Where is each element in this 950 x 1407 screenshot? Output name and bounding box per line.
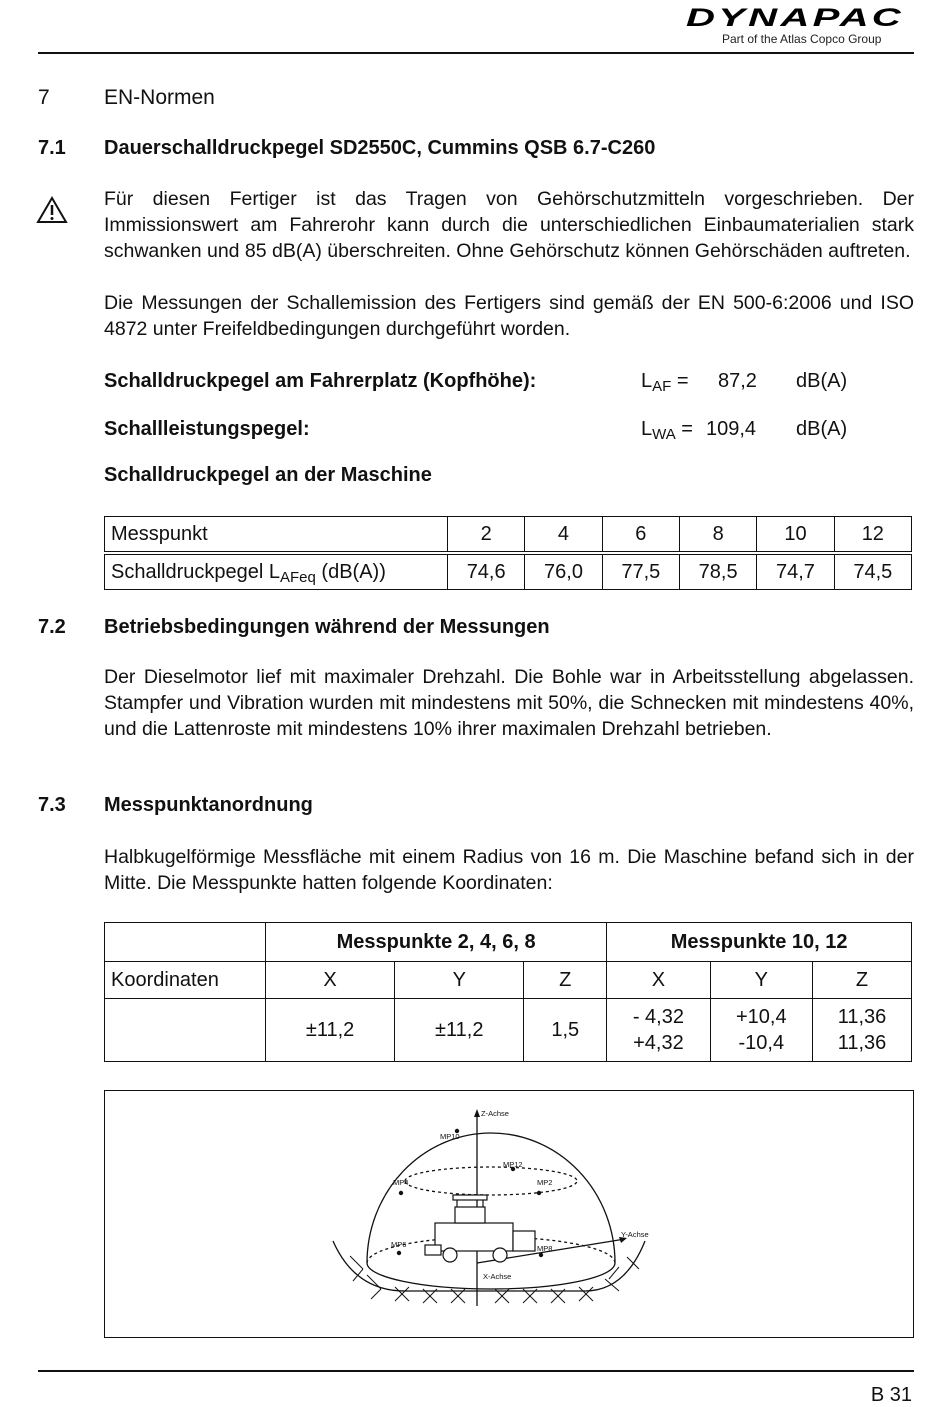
measuring-points-paragraph: Halbkugelförmige Messfläche mit einem Radius von 16 m. Die Maschine befand sich in der Mitte. Die Messpunkte hatten folgende Koordinaten: bbox=[104, 846, 914, 894]
table-row bbox=[105, 517, 912, 554]
subsection-number: 7.1 bbox=[38, 137, 66, 159]
hemisphere-figure bbox=[104, 1090, 914, 1338]
mp12-label: MP12 bbox=[503, 1160, 523, 1169]
lpa-unit: dB(A) bbox=[796, 370, 848, 392]
table-row bbox=[105, 923, 912, 962]
z-axis-label: Z-Achse bbox=[481, 1109, 509, 1118]
lpa-symbol: $L_{AF}$ = bbox=[641, 370, 689, 395]
table-cell: X bbox=[607, 962, 710, 999]
table-cell: Y bbox=[395, 962, 524, 999]
table-cell: 1,5 bbox=[524, 999, 607, 1062]
lpa-value: 87,2 bbox=[718, 370, 757, 392]
table-cell bbox=[105, 999, 266, 1062]
table-cell: Schalldruckpegel $L_{AFeq}$ (dB(A)) bbox=[105, 553, 448, 590]
lpa-label: Schalldruckpegel am Fahrerplatz (Kopfhöhe): bbox=[104, 370, 537, 392]
lwa-value: 109,4 bbox=[706, 418, 757, 440]
subsection-number: 7.3 bbox=[38, 794, 66, 816]
table-row bbox=[105, 962, 912, 999]
lwa-unit: dB(A) bbox=[796, 418, 848, 440]
y-axis-label: Y-Achse bbox=[621, 1230, 649, 1239]
table-cell: Y bbox=[710, 962, 812, 999]
table-cell: Koordinaten bbox=[105, 962, 266, 999]
table-cell: 77,5 bbox=[602, 553, 679, 590]
table-cell: ±11,2 bbox=[395, 999, 524, 1062]
subsection-title: Messpunktanordnung bbox=[104, 794, 313, 816]
table-cell: 74,5 bbox=[834, 553, 911, 590]
table-row bbox=[105, 553, 912, 590]
mp6-label: MP6 bbox=[391, 1240, 407, 1249]
table-cell: 4 bbox=[525, 517, 602, 554]
table-cell: 78,5 bbox=[679, 553, 756, 590]
table-cell: Z bbox=[812, 962, 911, 999]
sound-pressure-table bbox=[104, 516, 912, 590]
section-title: EN-Normen bbox=[104, 86, 215, 109]
table-cell: Messpunkt bbox=[105, 517, 448, 554]
footer-rule bbox=[38, 1370, 914, 1372]
table-cell: Messpunkte 10, 12 bbox=[607, 923, 912, 962]
machine-label: Schalldruckpegel an der Maschine bbox=[104, 464, 432, 486]
page-number: B 31 bbox=[870, 1384, 912, 1406]
warning-paragraph: Für diesen Fertiger ist das Tragen von Gehörschutzmitteln vorgeschrieben. Der Immissionswert am Fahrerohr kann durch die unterschiedlichen Einbaumaterialien stark schwanken und 85 dB(A) überschreiten. Ohne Gehörschutz können Gehörschäden auftreten. bbox=[104, 188, 914, 262]
x-axis-label: X-Achse bbox=[483, 1272, 512, 1281]
logo-subtitle: Part of the Atlas Copco Group bbox=[722, 32, 882, 46]
table-cell: 74,7 bbox=[757, 553, 834, 590]
table-cell: ±11,2 bbox=[266, 999, 395, 1062]
coordinates-table bbox=[104, 922, 912, 1062]
table-cell: 12 bbox=[834, 517, 911, 554]
mp8-label: MP8 bbox=[537, 1244, 553, 1253]
subsection-title: Dauerschalldruckpegel SD2550C, Cummins QSB 6.7-C260 bbox=[104, 137, 656, 159]
mp4-label: MP4 bbox=[393, 1178, 409, 1187]
table-cell: 76,0 bbox=[525, 553, 602, 590]
table-cell: 10 bbox=[757, 517, 834, 554]
mp2-label: MP2 bbox=[537, 1178, 553, 1187]
lwa-label: Schallleistungspegel: bbox=[104, 418, 310, 440]
table-cell: Messpunkte 2, 4, 6, 8 bbox=[266, 923, 607, 962]
table-cell: 11,36 11,36 bbox=[812, 999, 911, 1062]
table-cell: X bbox=[266, 962, 395, 999]
section-number: 7 bbox=[38, 86, 50, 109]
table-cell: 8 bbox=[679, 517, 756, 554]
table-cell: 2 bbox=[448, 517, 525, 554]
measurement-paragraph: Die Messungen der Schallemission des Fertigers sind gemäß der EN 500-6:2006 und ISO 4872 unter Freifeldbedingungen durchgeführt worden. bbox=[104, 292, 914, 340]
hemisphere-diagram bbox=[105, 1091, 913, 1337]
mp10-label: MP10 bbox=[440, 1132, 460, 1141]
table-cell: Z bbox=[524, 962, 607, 999]
logo-text: DYNAPAC bbox=[686, 6, 904, 28]
dynapac-logo bbox=[686, 6, 906, 28]
lwa-symbol: $L_{WA}$ = bbox=[641, 418, 693, 443]
table-cell: +10,4 -10,4 bbox=[710, 999, 812, 1062]
subsection-number: 7.2 bbox=[38, 616, 66, 638]
operating-conditions-paragraph: Der Dieselmotor lief mit maximaler Drehzahl. Die Bohle war in Arbeitsstellung abgelassen. Stampfer und Vibration wurden mit mindestens mit 50%, die Schnecken mit mindestens 40%, und die Lattenroste mit mindestens 10% ihrer maximalen Drehzahl betrieben. bbox=[104, 666, 914, 740]
table-row bbox=[105, 999, 912, 1062]
subsection-title: Betriebsbedingungen während der Messungen bbox=[104, 616, 550, 638]
warning-icon bbox=[36, 196, 68, 224]
table-cell: 74,6 bbox=[448, 553, 525, 590]
header-rule bbox=[38, 52, 914, 54]
table-cell: - 4,32 +4,32 bbox=[607, 999, 710, 1062]
table-cell bbox=[105, 923, 266, 962]
table-cell: 6 bbox=[602, 517, 679, 554]
